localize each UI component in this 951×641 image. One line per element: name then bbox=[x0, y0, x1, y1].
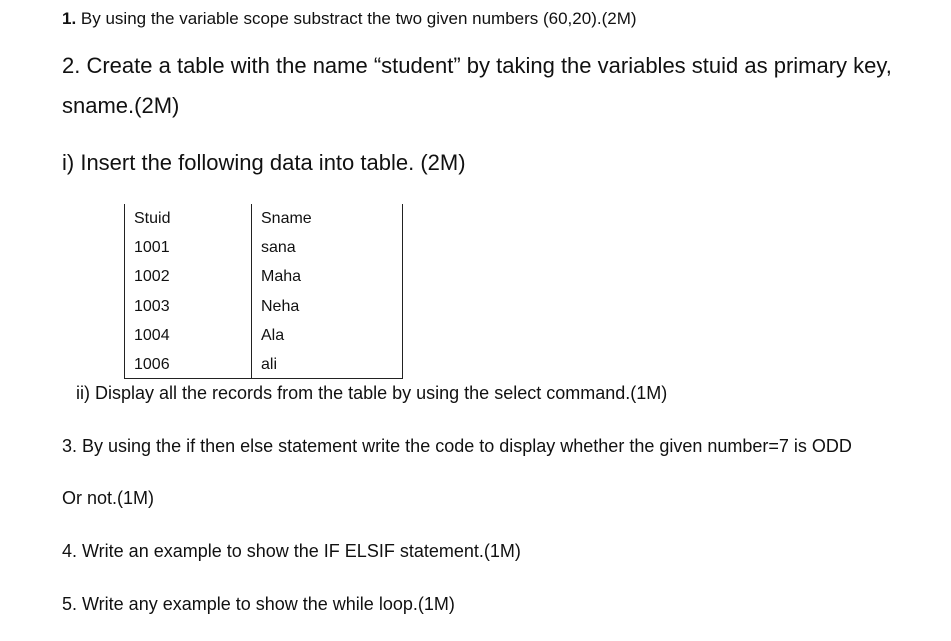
table-row bbox=[124, 292, 403, 321]
question-3-line-2: Or not.(1M) bbox=[62, 488, 155, 508]
question-2-line-1: 2. Create a table with the name “student” by taking the variables stuid as primary key, bbox=[62, 53, 892, 78]
question-1-text: By using the variable scope substract the two given numbers (60,20).(2M) bbox=[76, 9, 637, 28]
question-1 bbox=[62, 9, 637, 29]
table-row bbox=[124, 233, 403, 262]
cell-stuid: 1006 bbox=[134, 356, 170, 373]
question-2-line-2: sname.(2M) bbox=[62, 93, 180, 118]
cell-sname: Neha bbox=[261, 298, 300, 315]
cell-sname: Ala bbox=[261, 327, 285, 344]
header-stuid: Stuid bbox=[134, 210, 171, 227]
cell-stuid: 1002 bbox=[134, 268, 170, 285]
table-row bbox=[124, 350, 403, 379]
question-4: 4. Write an example to show the IF ELSIF statement.(1M) bbox=[62, 541, 521, 561]
cell-sname: Maha bbox=[261, 268, 302, 285]
cell-sname: sana bbox=[261, 239, 296, 256]
table-row bbox=[124, 262, 403, 291]
question-2-part-i: i) Insert the following data into table. (2M) bbox=[62, 150, 466, 175]
table-row bbox=[124, 321, 403, 350]
cell-stuid: 1003 bbox=[134, 298, 170, 315]
question-1-number: 1. bbox=[62, 9, 77, 28]
question-3-line-1: 3. By using the if then else statement write the code to display whether the given number=7 is ODD bbox=[62, 436, 852, 456]
cell-stuid: 1004 bbox=[134, 327, 170, 344]
student-data-table bbox=[124, 204, 403, 379]
question-5: 5. Write any example to show the while loop.(1M) bbox=[62, 594, 455, 614]
cell-sname: ali bbox=[261, 356, 278, 373]
question-2-part-ii: ii) Display all the records from the table by using the select command.(1M) bbox=[76, 383, 668, 403]
header-sname: Sname bbox=[261, 210, 312, 227]
table-header-row bbox=[124, 204, 403, 233]
cell-stuid: 1001 bbox=[134, 239, 170, 256]
